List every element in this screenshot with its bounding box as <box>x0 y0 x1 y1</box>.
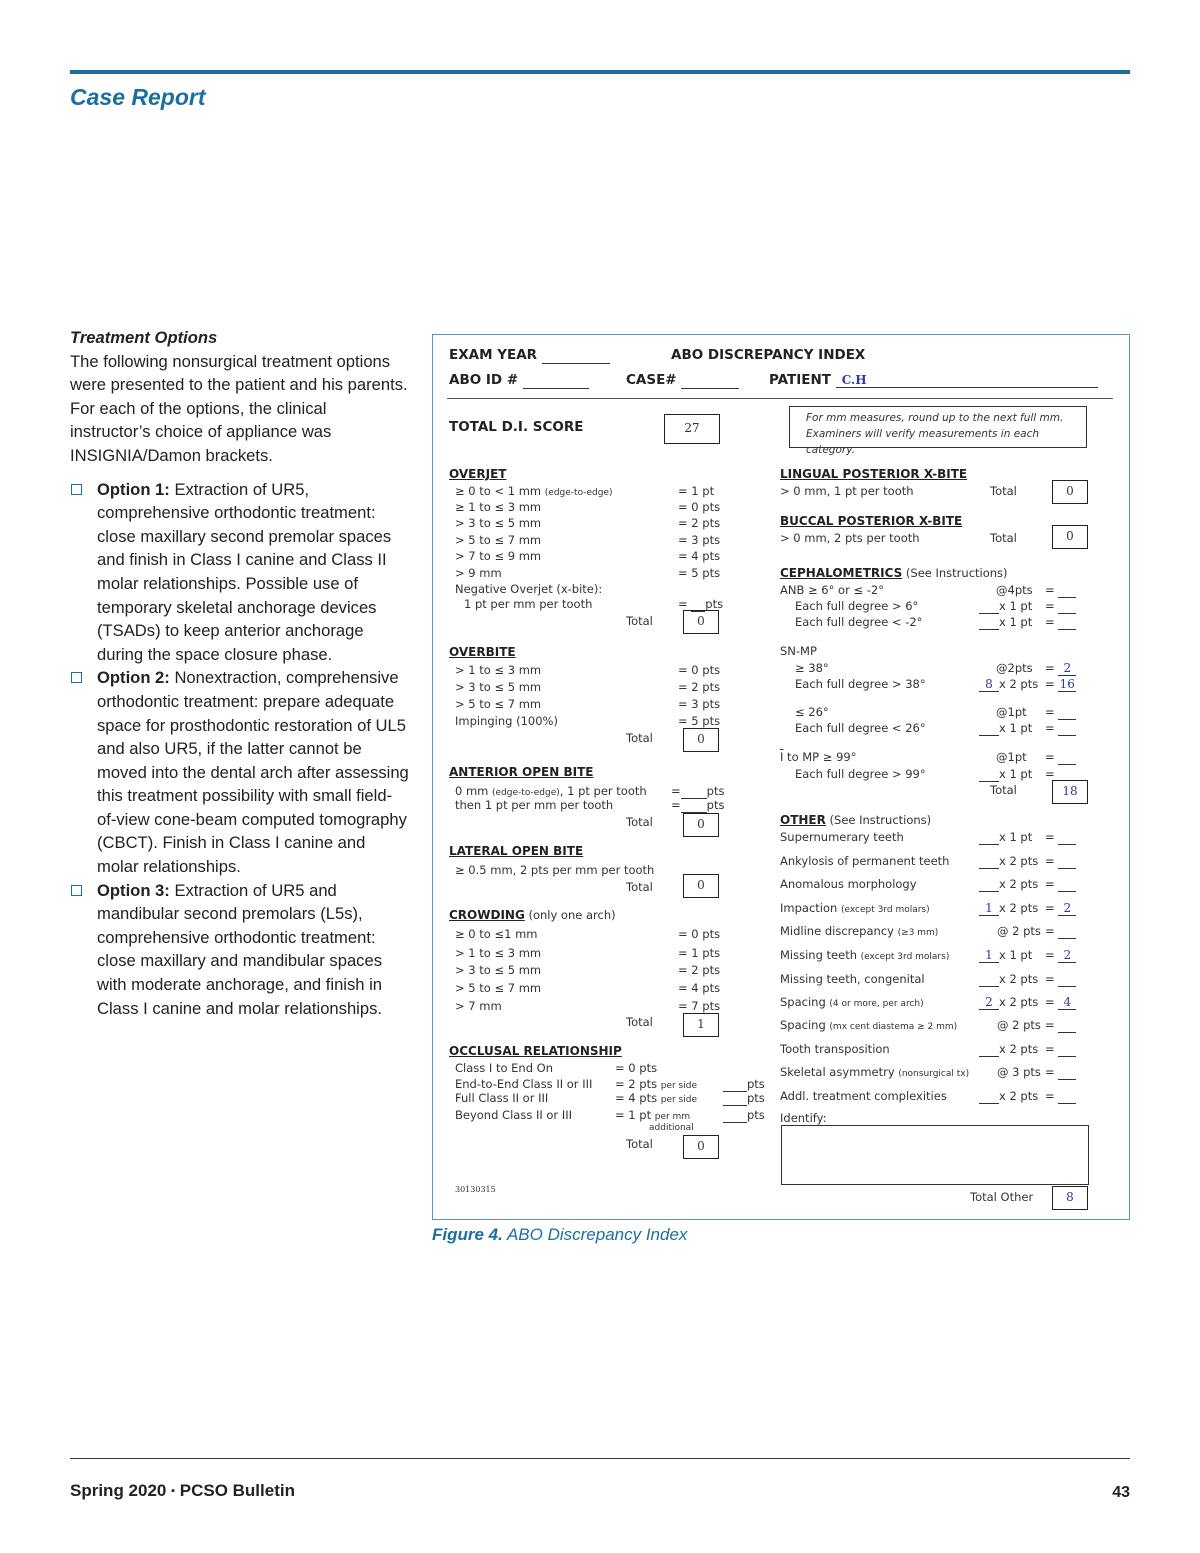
other-row-label: Ankylosis of permanent teeth <box>780 854 950 868</box>
identify-box <box>781 1125 1089 1185</box>
impa-row-2: Each full degree > 99° <box>795 767 926 781</box>
overjet-points: = 0 pts <box>678 500 721 514</box>
other-row-value: = <box>1045 1065 1076 1080</box>
case-label: CASE# <box>626 372 739 389</box>
option-label: Option 1: <box>97 479 170 499</box>
overjet-points: = 4 pts <box>678 549 721 563</box>
other-row-value: = 2 <box>1045 948 1076 963</box>
other-row-multiplier: x 2 pts <box>979 972 1038 987</box>
other-row-value: = <box>1045 830 1076 845</box>
other-row-label: Tooth transposition <box>780 1042 890 1056</box>
occlusal-total-label: Total <box>626 1137 653 1151</box>
total-other-label: Total Other <box>970 1190 1034 1204</box>
crowding-total-box: 1 <box>683 1013 719 1037</box>
other-row-multiplier: @ 2 pts <box>997 1018 1041 1032</box>
overjet-row: ≥ 1 to ≤ 3 mm <box>455 500 542 514</box>
other-row-label: Skeletal asymmetry (nonsurgical tx) <box>780 1065 970 1079</box>
other-row-value: = 2 <box>1045 901 1076 916</box>
occlusal-blank: pts <box>723 1091 765 1106</box>
lob-rule: ≥ 0.5 mm, 2 pts per mm per tooth <box>455 863 655 877</box>
instruction-note: For mm measures, round up to the next full mm. Examiners will verify measurements in each category. <box>789 406 1087 448</box>
exam-year-label: EXAM YEAR <box>449 347 610 364</box>
other-row-label: Anomalous morphology <box>780 877 917 891</box>
crowding-points: = 1 pts <box>678 946 721 960</box>
snmp-mult-2: 8 x 2 pts <box>979 677 1038 692</box>
abo-id-label: ABO ID # <box>449 372 589 389</box>
aob-rule-2: then 1 pt per mm per tooth <box>455 798 614 812</box>
snmp-points-1: @2pts <box>996 661 1033 675</box>
list-item <box>70 879 410 1021</box>
overjet-points: = 3 pts <box>678 533 721 547</box>
lob-total-label: Total <box>626 880 653 894</box>
occlusal-points: = 4 pts per side <box>615 1091 697 1105</box>
overbite-heading: OVERBITE <box>449 645 516 659</box>
overbite-points: = 0 pts <box>678 663 721 677</box>
overbite-points: = 2 pts <box>678 680 721 694</box>
option-label: Option 3: <box>97 880 170 900</box>
crowding-row: > 3 to ≤ 5 mm <box>455 963 542 977</box>
buccal-total-box: 0 <box>1052 525 1088 549</box>
overbite-row: > 1 to ≤ 3 mm <box>455 663 542 677</box>
anb-mult-2: x 1 pt <box>979 615 1032 630</box>
other-row-multiplier: 2 x 2 pts <box>979 995 1038 1010</box>
overjet-total-label: Total <box>626 614 653 628</box>
abo-form-figure <box>432 334 1130 1220</box>
anb-result-2: = <box>1045 615 1076 630</box>
lob-total-box: 0 <box>683 874 719 898</box>
ceph-total-label: Total <box>990 783 1017 797</box>
section-header: Case Report <box>70 84 206 110</box>
negative-overjet-label: Negative Overjet (x-bite): <box>455 582 603 596</box>
patient-label: PATIENT C.H <box>769 372 1098 388</box>
other-row-multiplier: 1 x 2 pts <box>979 901 1038 916</box>
other-row-multiplier: x 2 pts <box>979 1089 1038 1104</box>
lingual-total-label: Total <box>990 484 1017 498</box>
impa-result: = <box>1045 750 1076 765</box>
option-label: Option 2: <box>97 668 170 688</box>
anb-row-2: Each full degree < -2° <box>795 615 923 629</box>
other-row-label: Missing teeth (except 3rd molars) <box>780 948 950 962</box>
anb-row-1: Each full degree > 6° <box>795 599 919 613</box>
left-column <box>70 326 410 1020</box>
overjet-row: ≥ 0 to < 1 mm (edge-to-edge) <box>455 484 613 498</box>
bottom-rule <box>70 1458 1130 1459</box>
crowding-row: > 1 to ≤ 3 mm <box>455 946 542 960</box>
other-row-value: = <box>1045 972 1076 987</box>
option-text: Nonextraction, comprehensive orthodontic treatment: prepare adequate space for prosthodontic restoration of UL5 and also UR5, if the latter cannot be moved into the dental arch after assessing this treatment possibility with small field-of-view cone-beam computed tomography (CBCT). Finish in Class I canine and molar relationships. <box>97 668 409 877</box>
overbite-points: = 3 pts <box>678 697 721 711</box>
identify-label: Identify: <box>780 1111 827 1125</box>
snmp-result-3: = <box>1045 705 1076 720</box>
ceph-total-box: 18 <box>1052 780 1088 804</box>
total-di-box: 27 <box>664 414 720 444</box>
footer: Spring 2020 ▪ PCSO Bulletin <box>70 1481 295 1500</box>
other-row-label: Midline discrepancy (≥3 mm) <box>780 924 939 938</box>
snmp-label: SN-MP <box>780 644 817 658</box>
options-list <box>70 478 410 1021</box>
anb-points: @4pts <box>996 583 1033 597</box>
aob-points-1: = pts <box>671 784 725 798</box>
other-row-label: Supernumerary teeth <box>780 830 904 844</box>
header-rule <box>447 398 1113 399</box>
other-row-value: = <box>1045 1042 1076 1057</box>
snmp-row-2: Each full degree > 38° <box>795 677 926 691</box>
other-row-value: = <box>1045 1018 1076 1033</box>
occlusal-row: Beyond Class II or III <box>455 1108 572 1122</box>
other-row-multiplier: 1 x 1 pt <box>979 948 1032 963</box>
figure-caption: Figure 4. ABO Discrepancy Index <box>432 1225 688 1244</box>
buccal-total-label: Total <box>990 531 1017 545</box>
overbite-row: Impinging (100%) <box>455 714 558 728</box>
occlusal-total-box: 0 <box>683 1135 719 1159</box>
anb-result: = <box>1045 583 1076 598</box>
list-item <box>70 666 410 878</box>
snmp-row-4: Each full degree < 26° <box>795 721 926 735</box>
impa-mult-2: x 1 pt <box>979 767 1032 782</box>
buccal-heading: BUCCAL POSTERIOR X-BITE <box>780 514 963 528</box>
impa-label: $\overline{I}$ to MP ≥ 99° <box>780 750 857 764</box>
crowding-points: = 7 pts <box>678 999 721 1013</box>
occlusal-additional: additional <box>649 1123 694 1133</box>
snmp-result-2: = 16 <box>1045 677 1075 691</box>
total-di-label: TOTAL D.I. SCORE <box>449 419 584 435</box>
occlusal-blank: pts <box>723 1077 765 1092</box>
overbite-row: > 3 to ≤ 5 mm <box>455 680 542 694</box>
overjet-row: > 9 mm <box>455 566 502 580</box>
other-row-label: Addl. treatment complexities <box>780 1089 947 1103</box>
crowding-total-label: Total <box>626 1015 653 1029</box>
anterior-open-bite-heading: ANTERIOR OPEN BITE <box>449 765 594 779</box>
occlusal-points: = 1 pt per mm <box>615 1108 691 1122</box>
negative-overjet-points: = pts <box>678 597 724 611</box>
snmp-points-3: @1pt <box>996 705 1027 719</box>
other-row-label: Impaction (except 3rd molars) <box>780 901 930 915</box>
snmp-row-3: ≤ 26° <box>795 705 829 719</box>
lingual-rule: > 0 mm, 1 pt per tooth <box>780 484 914 498</box>
occlusal-blank: pts <box>723 1108 765 1123</box>
impa-points: @1pt <box>996 750 1027 764</box>
form-title: ABO DISCREPANCY INDEX <box>671 347 866 363</box>
top-rule <box>70 70 1130 74</box>
overjet-total-box: 0 <box>683 610 719 634</box>
occlusal-row: Full Class II or III <box>455 1091 549 1105</box>
lateral-open-bite-heading: LATERAL OPEN BITE <box>449 844 584 858</box>
overjet-points: = 5 pts <box>678 566 721 580</box>
occlusal-points: = 0 pts <box>615 1061 658 1075</box>
snmp-row-1: ≥ 38° <box>795 661 829 675</box>
other-row-multiplier: @ 3 pts <box>997 1065 1041 1079</box>
intro-paragraph: The following nonsurgical treatment options were presented to the patient and his parents. For each of the options, the clinical instructor’s choice of appliance was INSIGNIA/Damon brackets. <box>70 351 408 465</box>
overjet-points: = 2 pts <box>678 516 721 530</box>
overbite-row: > 5 to ≤ 7 mm <box>455 697 542 711</box>
aob-rule-1: 0 mm (edge-to-edge), 1 pt per tooth <box>455 784 647 798</box>
buccal-rule: > 0 mm, 2 pts per tooth <box>780 531 920 545</box>
impa-result-2: = <box>1045 767 1055 781</box>
crowding-points: = 2 pts <box>678 963 721 977</box>
occlusal-heading: OCCLUSAL RELATIONSHIP <box>449 1044 622 1058</box>
negative-overjet-rule: 1 pt per mm per tooth <box>464 597 593 611</box>
other-row-multiplier: @ 2 pts <box>997 924 1041 938</box>
aob-points-2: = pts <box>671 798 725 812</box>
square-bullet-icon <box>71 484 82 495</box>
anb-result-1: = <box>1045 599 1076 614</box>
occlusal-points: = 2 pts per side <box>615 1077 697 1091</box>
option-text: Extraction of UR5, comprehensive orthodontic treatment: close maxillary second premolar spaces and finish in Class I canine and Class II molar relationships. Possible use of temporary skeletal anchorage devices (TSADs) to keep anterior anchorage during the space closure phase. <box>97 479 392 664</box>
anb-label: ANB ≥ 6° or ≤ -2° <box>780 583 884 597</box>
total-other-box: 8 <box>1052 1186 1088 1210</box>
other-row-label: Missing teeth, congenital <box>780 972 925 986</box>
other-row-value: = <box>1045 877 1076 892</box>
other-row-label: Spacing (mx cent diastema ≥ 2 mm) <box>780 1018 958 1032</box>
square-bullet-icon <box>71 885 82 896</box>
overjet-points: = 1 pt <box>678 484 715 498</box>
form-code: 30130315 <box>455 1185 496 1194</box>
crowding-row: ≥ 0 to ≤1 mm <box>455 927 538 941</box>
subheading: Treatment Options <box>70 328 218 347</box>
occlusal-row: Class I to End On <box>455 1061 554 1075</box>
anb-mult-1: x 1 pt <box>979 599 1032 614</box>
lingual-total-box: 0 <box>1052 480 1088 504</box>
snmp-mult-4: x 1 pt <box>979 721 1032 736</box>
list-item <box>70 478 410 667</box>
overjet-row: > 5 to ≤ 7 mm <box>455 533 542 547</box>
overjet-row: > 7 to ≤ 9 mm <box>455 549 542 563</box>
overbite-points: = 5 pts <box>678 714 721 728</box>
overjet-heading: OVERJET <box>449 467 507 481</box>
crowding-row: > 7 mm <box>455 999 502 1013</box>
patient-value: C.H <box>836 373 1098 388</box>
snmp-result-4: = <box>1045 721 1076 736</box>
crowding-row: > 5 to ≤ 7 mm <box>455 981 542 995</box>
crowding-points: = 0 pts <box>678 927 721 941</box>
overbite-total-box: 0 <box>683 728 719 752</box>
other-row-value: = <box>1045 924 1076 939</box>
other-row-multiplier: x 2 pts <box>979 1042 1038 1057</box>
lingual-heading: LINGUAL POSTERIOR X-BITE <box>780 467 968 481</box>
cephalometrics-heading: CEPHALOMETRICS (See Instructions) <box>780 566 1008 580</box>
aob-total-label: Total <box>626 815 653 829</box>
crowding-heading: CROWDING (only one arch) <box>449 908 616 922</box>
snmp-result-1: = 2 <box>1045 661 1076 676</box>
other-row-value: = 4 <box>1045 995 1076 1010</box>
other-row-label: Spacing (4 or more, per arch) <box>780 995 924 1009</box>
overbite-total-label: Total <box>626 731 653 745</box>
crowding-points: = 4 pts <box>678 981 721 995</box>
square-bullet-icon <box>71 672 82 683</box>
other-row-multiplier: x 2 pts <box>979 877 1038 892</box>
other-row-multiplier: x 2 pts <box>979 854 1038 869</box>
aob-total-box: 0 <box>683 813 719 837</box>
option-text: Extraction of UR5 and mandibular second premolars (L5s), comprehensive orthodontic treatment: close maxillary and mandibular spaces with moderate anchorage, and finish in Class I canine and molar relationships. <box>97 880 383 1018</box>
other-row-value: = <box>1045 1089 1076 1104</box>
other-row-value: = <box>1045 854 1076 869</box>
occlusal-row: End-to-End Class II or III <box>455 1077 593 1091</box>
other-heading: OTHER (See Instructions) <box>780 813 932 827</box>
other-row-multiplier: x 1 pt <box>979 830 1032 845</box>
page-number: 43 <box>1112 1484 1130 1501</box>
overjet-row: > 3 to ≤ 5 mm <box>455 516 542 530</box>
